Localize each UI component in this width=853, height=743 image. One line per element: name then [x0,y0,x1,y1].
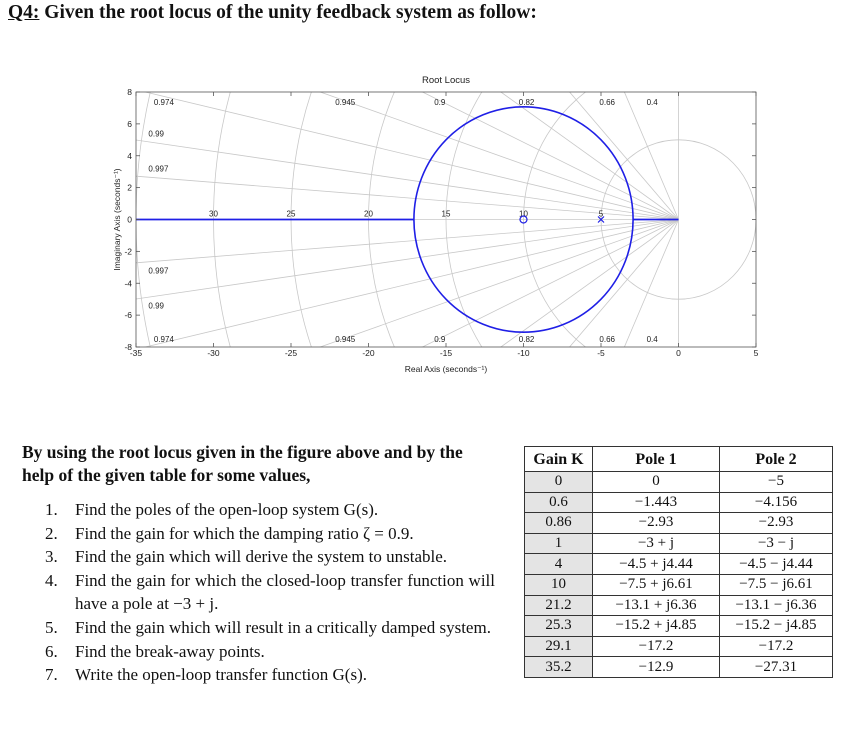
cell-pole-2: −15.2 − j4.85 [720,616,833,637]
question-item-number: 4. [45,570,58,590]
damping-label-bottom: 0.974 [153,335,174,344]
question-list [45,498,495,687]
gain-pole-table [524,446,833,678]
damping-grid-ray [0,220,678,393]
y-tick-label: -2 [124,246,132,257]
table-row [525,492,833,513]
table-row [525,616,833,637]
question-item-number: 6. [45,641,58,661]
damping-label-left: 0.99 [148,129,164,139]
question-item [45,498,495,522]
damping-label-top: 0.945 [335,98,356,107]
damping-label-bottom: 0.9 [434,335,446,344]
question-item-text: Find the poles of the open-loop system G(s). [75,500,379,519]
wn-grid-arc [214,72,853,392]
damping-grid-ray [0,72,678,220]
damping-label-top: 0.82 [518,98,535,107]
question-item-number: 1. [45,500,58,519]
wn-grid-arc [446,72,853,392]
frequency-label: 30 [209,209,218,219]
question-item-text: Write the open-loop transfer function G(s). [75,665,367,685]
damping-label-left: 0.99 [148,301,164,311]
question-heading: Given the root locus of the unity feedback system as follow: [44,2,537,23]
table-body [525,472,833,678]
cell-gain: 21.2 [525,595,593,616]
cell-pole-2: −4.5 − j4.44 [720,554,833,575]
cell-gain: 10 [525,574,593,595]
frequency-label: 25 [286,209,296,219]
damping-grid-ray [0,72,679,220]
question-item-number: 7. [45,665,58,685]
damping-grid-ray [0,220,678,393]
x-tick-label: -20 [362,348,375,358]
intro-paragraph: By using the root locus given in the figure above and by the help of the given table for some values, [22,442,463,485]
cell-pole-1: −4.5 + j4.44 [593,554,720,575]
x-tick-label: 0 [676,348,681,358]
table-row [525,513,833,534]
y-axis-label: Imaginary Axis (seconds⁻¹) [112,168,122,271]
y-tick-label: 6 [127,118,132,129]
y-tick-label: 4 [127,150,132,161]
y-tick-label: 2 [127,182,132,193]
cell-pole-2: −4.156 [720,492,833,513]
damping-label-top: 0.974 [153,98,174,107]
cell-gain: 0 [525,472,593,493]
cell-pole-1: −17.2 [593,636,720,657]
frequency-label: 15 [441,209,451,219]
question-item [45,640,495,664]
wn-grid-arc [136,72,853,392]
cell-gain: 35.2 [525,657,593,678]
x-tick-label: -10 [517,348,530,358]
damping-label-bottom: 0.945 [335,335,356,344]
frequency-label: 10 [519,209,528,219]
cell-pole-2: −7.5 − j6.61 [720,574,833,595]
question-title [8,2,537,24]
cell-pole-1: −12.9 [593,657,720,678]
question-item-text: Find the gain which will derive the system to unstable. [75,547,448,567]
question-number: Q4: [8,2,40,23]
cell-pole-2: −3 − j [720,533,833,554]
cell-pole-1: −15.2 + j4.85 [593,616,720,637]
x-tick-label: -5 [597,348,605,358]
cell-gain: 1 [525,533,593,554]
y-tick-label: -6 [124,310,132,321]
table-row [525,554,833,575]
header-gain: Gain K [525,447,593,472]
root-locus-chart [0,72,853,392]
table-row [525,574,833,595]
damping-label-left: 0.997 [148,164,169,174]
table-row [525,533,833,554]
y-tick-label: 8 [127,87,132,97]
damping-grid-ray [0,220,679,393]
damping-grid-ray [0,145,679,219]
frequency-label: 20 [364,209,373,219]
x-tick-label: -15 [439,348,453,358]
question-item [45,616,495,640]
y-tick-label: -8 [124,342,132,352]
question-item-number: 3. [45,547,58,567]
damping-grid-ray [0,72,678,220]
damping-label-bottom: 0.4 [646,335,658,344]
cell-pole-2: −5 [720,472,833,493]
question-item-number: 5. [45,617,58,637]
question-item-text: Find the gain which will result in a critically damped system. [75,617,491,637]
cell-gain: 25.3 [525,616,593,637]
question-item [45,522,495,546]
cell-pole-1: −13.1 + j6.36 [593,595,720,616]
question-item-text: Find the gain for which the damping ratio ζ = 0.9. [75,523,414,543]
chart-title: Root Locus [421,75,471,86]
table-header-row [525,447,833,472]
cell-pole-2: −17.2 [720,636,833,657]
question-item [45,569,495,616]
question-item [45,663,495,687]
x-tick-label: -35 [129,348,143,358]
damping-grid-ray [0,220,679,294]
damping-grid-ray [307,72,679,220]
question-item-number: 2. [45,523,58,543]
damping-label-top: 0.66 [599,98,615,107]
table-row [525,636,833,657]
damping-label-bottom: 0.66 [599,335,615,344]
header-pole-2: Pole 2 [720,447,833,472]
damping-label-left: 0.997 [148,266,169,276]
cell-pole-2: −13.1 − j6.36 [720,595,833,616]
damping-label-top: 0.9 [434,98,446,107]
damping-label-top: 0.4 [646,98,658,107]
question-item-text: Find the break-away points. [75,641,265,661]
cell-pole-1: 0 [593,472,720,493]
y-tick-label: 0 [127,214,132,225]
x-axis-label: Real Axis (seconds⁻¹) [404,364,488,374]
x-tick-label: -25 [284,348,298,358]
damping-grid-ray [0,72,679,220]
damping-grid-ray [0,220,679,393]
question-item [45,545,495,569]
cell-pole-1: −1.443 [593,492,720,513]
x-tick-label: 5 [753,348,759,358]
cell-gain: 4 [525,554,593,575]
cell-pole-1: −2.93 [593,513,720,534]
question-item-text: Find the gain for which the closed-loop transfer function will have a pole at −3 + j. [75,570,495,614]
cell-pole-2: −2.93 [720,513,833,534]
header-pole-1: Pole 1 [593,447,720,472]
cell-pole-1: −7.5 + j6.61 [593,574,720,595]
cell-gain: 0.6 [525,492,593,513]
table-row [525,595,833,616]
x-tick-label: -30 [207,348,220,358]
cell-gain: 29.1 [525,636,593,657]
cell-pole-2: −27.31 [720,657,833,678]
y-tick-label: -4 [124,278,132,289]
wn-grid-arc [369,72,853,392]
cell-pole-1: −3 + j [593,533,720,554]
frequency-label: 5 [598,209,604,219]
damping-grid-ray [307,220,679,393]
table-row [525,472,833,493]
cell-gain: 0.86 [525,513,593,534]
table-row [525,657,833,678]
damping-label-bottom: 0.82 [518,335,535,344]
